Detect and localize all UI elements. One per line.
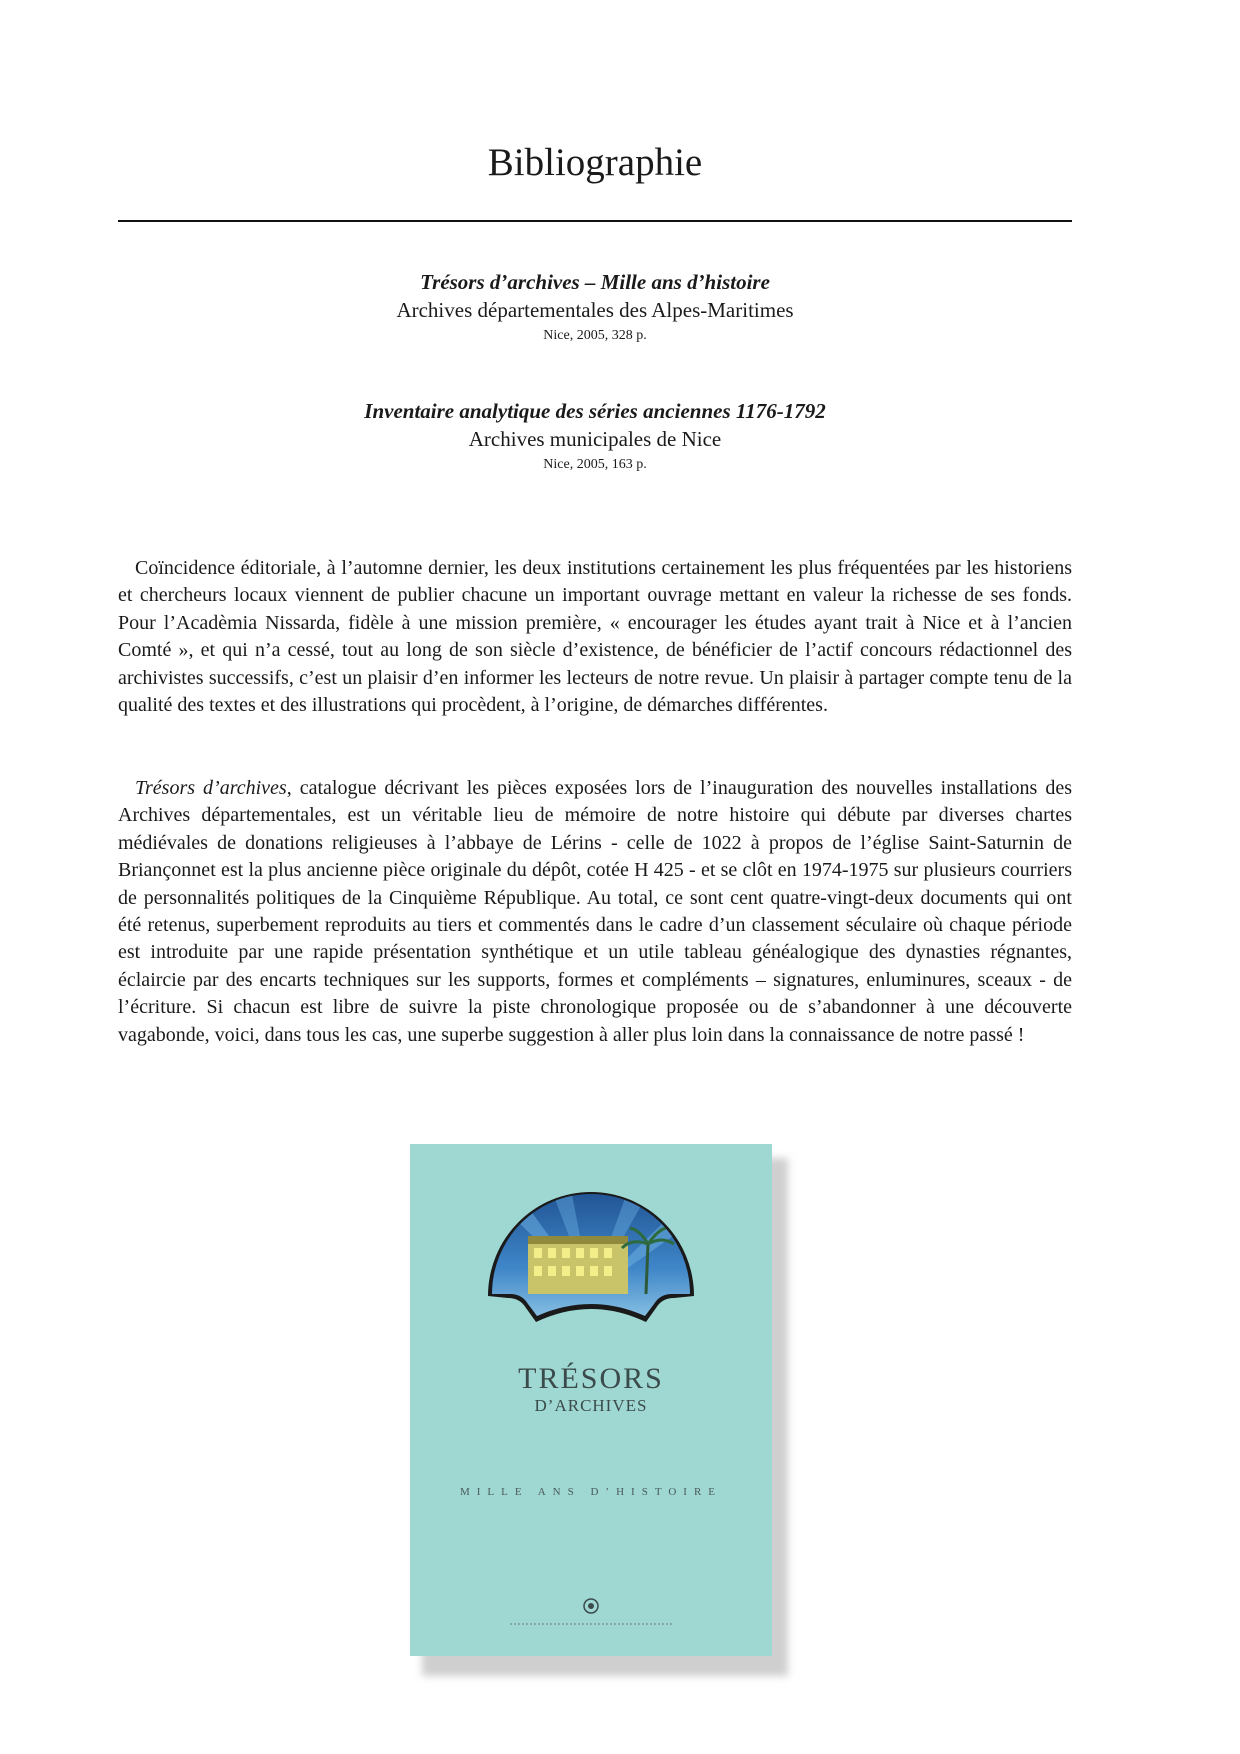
reference-details: Nice, 2005, 163 p. [543, 457, 647, 472]
reference-details: Nice, 2005, 328 p. [543, 328, 647, 343]
body-paragraph [118, 775, 1072, 1049]
reference-entry [0, 397, 1190, 477]
body-paragraph: Coïncidence éditoriale, à l’automne dernier, les deux institutions certainement les plus fréquentées par les historiens et chercheurs locaux viennent de publier chacune un important ouvrage mettant en valeur la richesse de ses fonds. Pour l’Acadèmia Nissarda, fidèle à une mission première, « encourager les études ayant trait à Nice et à l’ancien Comté », et qui n’a cessé, tout au long de son siècle d’existence, de bénéficier de l’actif concours rédactionnel des archivistes successifs, c’est un plaisir d’en informer les lecteurs de notre revue. Un plaisir à partager compte tenu de la qualité des textes et des illustrations qui procèdent, à l’origine, de démarches différentes. [118, 557, 1072, 717]
reference-publisher: Archives départementales des Alpes-Maritimes [396, 298, 794, 322]
reference-publisher: Archives municipales de Nice [468, 427, 722, 451]
book-cover-image [410, 1144, 780, 1664]
book-title-italic: Trésors d’archives [135, 777, 287, 799]
reference-entry [0, 268, 1190, 348]
reference-title: Trésors d’archives – Mille ans d’histoire [420, 270, 770, 294]
book-cover-subtitle: D’ARCHIVES [534, 1396, 648, 1415]
page-title: Bibliographie [487, 141, 703, 184]
paragraph-text: , catalogue décrivant les pièces exposées lors de l’inauguration des nouvelles installations des Archives départementales, est un véritable lieu de mémoire de notre histoire qui débute par diverses chartes médiévales de donations religieuses à l’abbaye de Lérins - celle de 1022 à propos de l’église Saint-Saturnin de Briançonnet est la plus ancienne pièce originale du dépôt, cotée H 425 - et se clôt en 1974-1975 sur plusieurs courriers de personnalités politiques de la Cinquième République. Au total, ce sont cent quatre-vingt-deux documents qui ont été retenus, superbement reproduits au tiers et commentés dans le cadre d’un classement séculaire où chaque période est introduite par une rapide présentation synthétique et un utile tableau généalogique des dynasties régnantes, éclaircie par des encarts techniques sur les supports, formes et compléments – signatures, enluminures, sceaux - de l’écriture. Si chacun est libre de suivre la piste chronologique proposée ou de s’abandonner à une découverte vagabonde, voici, dans tous les cas, une superbe suggestion à aller plus loin dans la connaissance de notre passé ! [118, 777, 1073, 1046]
reference-title: Inventaire analytique des séries anciennes 1176-1792 [364, 399, 826, 423]
book-cover-tagline: MILLE ANS D’HISTOIRE [459, 1486, 722, 1498]
book-cover-title: TRÉSORS [518, 1362, 664, 1395]
title-divider [118, 220, 1072, 222]
book-cover [410, 1144, 772, 1656]
